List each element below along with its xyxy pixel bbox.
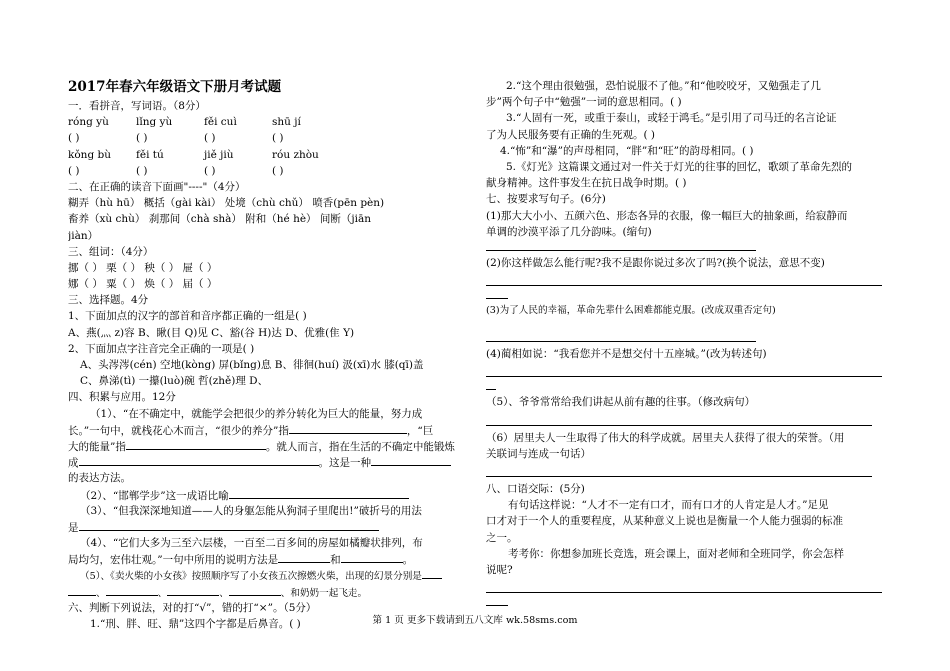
q8-prompt: 说呢? [486, 563, 513, 576]
q5-1-line [68, 438, 468, 454]
text: 。就人而言，指在生活的不确定中能锻炼 [265, 440, 455, 453]
q7-item-1: (1)那大大小小、五颜六色、形态各异的衣服，像一幅巨大的抽象画，给寂静而 [486, 209, 848, 222]
pinyin: shū jí [272, 116, 301, 129]
q5-2-line [68, 487, 468, 503]
text: （2）、“邯郸学步”这一成语比喻 [80, 489, 229, 502]
pinyin-row-1 [68, 114, 468, 130]
judge-item-4: 4.“怖”和“瀑”的声母相同，“胖”和“旺”的韵母相同。( ) [500, 144, 754, 157]
answer-paren: ( ) [136, 132, 148, 145]
left-column [68, 78, 468, 632]
answer-paren: ( ) [204, 132, 216, 145]
judge-item-3: 3.“人固有一死，或重于泰山，或轻于鸿毛。”是引用了司马迁的名言论证 [506, 112, 837, 125]
answer-blank[interactable] [106, 584, 158, 596]
q5-5-line [68, 567, 468, 583]
q8-text: 有句话这样说：“人才不一定有口才，而有口才的人肯定是人才。”足见 [508, 499, 829, 512]
q2-heading: 二、在正确的读音下面画"----"（4分） [68, 180, 246, 193]
answer-paren: ( ) [204, 164, 216, 177]
answer-blank[interactable] [422, 567, 442, 579]
answer-paren: ( ) [68, 164, 80, 177]
judge-item-5: 5.《灯光》这篇课文通过对一件关于灯光的往事的回忆，歌颂了革命先烈的 [506, 160, 853, 173]
q7-item-3: (3)为了人民的幸福，革命先辈什么困难都能克服。(改成双重否定句) [486, 305, 776, 317]
judge-item-5: 献身精神。这件事发生在抗日战争时期。( ) [486, 177, 687, 190]
q7-item-4: (4)蔺相如说：“我看您并不是想交付十五座城。”(改为转述句) [486, 348, 767, 361]
q5-4-line: （4）、“它们大多为三至六层楼，一百至二百多间的房屋如橘瓣状排列，布 [80, 537, 423, 550]
choice-question-2: 2、下面加点字注音完全正确的一项是( ) [68, 342, 255, 355]
answer-line[interactable] [486, 333, 756, 342]
choice-options-2c: C、鼻涕(tì) 一攥(luò)碗 哲(zhě)理 D、 [80, 375, 269, 388]
answer-blank[interactable] [79, 519, 379, 531]
text: 大的能量”指 [68, 440, 126, 453]
answer-paren: ( ) [136, 164, 148, 177]
answer-line[interactable] [486, 597, 508, 606]
answer-blank[interactable] [229, 487, 409, 499]
judge-item-1: 1.“刑、胖、旺、鼎”这四个字都是后鼻音。( ) [90, 618, 301, 630]
q7-item-6: （6）居里夫人一生取得了伟大的科学成就。居里夫人获得了很大的荣誉。（用 [486, 431, 845, 444]
choice-options-2a: A、头涔涔(cén) 空地(kòng) 屏(bǐng)息 B、徘徊(huí) 汲(xī)水 膝(qī)盖 [80, 359, 424, 371]
q8-text: 之一。 [486, 531, 518, 544]
answer-blank[interactable] [126, 438, 266, 450]
text: （5）、《卖火柴的小女孩》按照顺序写了小女孩五次擦燃火柴，出现的幻景分别是 [80, 571, 422, 583]
q2-line: 糊弄（hù hū） 概括（gài kài） 处境（chù chǔ） 喷香(pēn pèn) [68, 197, 385, 210]
q7-item-1: 单调的沙漠平添了几分韵味。(缩句) [486, 225, 652, 238]
q2-line: 畜养（xù chù） 刹那间（chà shà） 附和（hé hè） 间断（jiān [68, 213, 372, 226]
answer-blank[interactable] [289, 422, 407, 434]
q6-heading: 六、判断下列说法，对的打“√”，错的打“×”。（5分） [68, 601, 317, 614]
pinyin: lǐng yù [136, 116, 173, 129]
answer-paren: ( ) [68, 132, 80, 145]
q5-5-line: 、 、 、 、和奶奶一起飞走。 [68, 584, 468, 600]
judge-item-2: 2.“这个理由很勉强，恐怕说服不了他。”和“他咬咬牙，又勉强走了几 [506, 80, 821, 92]
answer-paren: ( ) [272, 132, 284, 145]
text: 。这是一种 [318, 457, 371, 470]
text: 。 [402, 554, 414, 567]
answer-line[interactable] [486, 468, 872, 477]
q1-heading: 一．看拼音，写词语。（8分） [68, 100, 206, 112]
choice-question-1: 1、下面加点的汉字的部首和音序都正确的一组是( ) [68, 310, 307, 323]
answer-line[interactable] [486, 381, 496, 390]
judge-item-2: 步”两个句子中“勉强”一词的意思相同。( ) [486, 96, 682, 109]
q8-text: 口才对于一个人的重要程度，从某种意义上说也是衡量一个人能力强弱的标准 [486, 515, 843, 528]
q5-4-line [68, 551, 468, 567]
text: 是 [68, 521, 79, 534]
answer-line[interactable] [486, 277, 882, 286]
answer-blank[interactable] [341, 551, 403, 563]
q7-heading: 七、按要求写句子。(6分) [486, 193, 606, 206]
answer-line[interactable] [486, 242, 756, 251]
answer-line[interactable] [486, 290, 508, 299]
q8-heading: 八、口语交际：(5分) [486, 483, 585, 495]
q5-1-line: 的表达方法。 [68, 472, 131, 485]
text: 长。”一句中，就栈花心木而言，“很少的养分”指 [68, 424, 289, 437]
answer-paren-row-1 [68, 130, 468, 146]
answer-paren: ( ) [272, 164, 284, 177]
text: ，“巨 [406, 424, 434, 437]
answer-blank[interactable] [79, 454, 319, 466]
answer-blank[interactable] [229, 584, 281, 596]
text: 局均匀，宏伟壮观。”一句中所用的说明方法是 [68, 554, 279, 567]
answer-blank[interactable] [167, 584, 219, 596]
q5-3-line [68, 519, 468, 535]
q7-item-2: (2)你这样做怎么能行呢?我不是跟你说过多次了吗?(换个说法，意思不变) [486, 256, 825, 269]
pinyin: róu zhòu [272, 148, 319, 161]
answer-blank[interactable] [68, 584, 96, 596]
answer-line[interactable] [486, 368, 882, 377]
judge-item-3: 了为人民服务要有正确的生死观。( ) [486, 128, 656, 141]
answer-blank[interactable] [278, 551, 330, 563]
pinyin: róng yù [68, 116, 109, 129]
q5-heading: 四、积累与应用。12分 [68, 391, 176, 404]
q5-3-line: （3）、“但我深深地知道——人的身躯怎能从狗洞子里爬出!”破折号的用法 [80, 504, 422, 517]
page-title: 2017年春六年级语文下册月考试题 [68, 79, 282, 95]
q7-item-5: （5）、爷爷常常给我们讲起从前有趣的往事。（修改病句） [486, 396, 756, 409]
text: 、和奶奶一起飞走。 [280, 587, 368, 599]
pinyin: fěi cuì [204, 116, 237, 129]
answer-blank[interactable] [371, 454, 451, 466]
right-column [486, 78, 882, 610]
text: 和 [330, 554, 341, 567]
answer-line[interactable] [486, 584, 882, 593]
pinyin-row-2 [68, 147, 468, 163]
q5-1-line [68, 454, 468, 470]
pinyin: jiě jiù [204, 148, 234, 161]
text: 成 [68, 457, 79, 470]
page-footer: 第 1 页 更多下载请到五八文库 wk.58sms.com [372, 615, 578, 626]
answer-line[interactable] [486, 417, 872, 426]
q8-prompt: 考考你：你想参加班长竞选，班会课上，面对老师和全班同学，你会怎样 [508, 547, 844, 560]
choice-options-1: A、燕(灬 z)容 B、瞅(目 Q)见 C、豁(谷 H)达 D、优雅(隹 Y) [68, 326, 355, 339]
q5-1-line: （1）、“在不确定中，就能学会把很少的养分转化为巨大的能量，努力成 [90, 407, 423, 420]
q5-1-line [68, 422, 468, 438]
pinyin: fěi tú [136, 148, 164, 161]
pinyin: kǒng bù [68, 148, 111, 161]
q3-line: 娜（ ） 粟（ ） 焕（ ） 届（ ） [68, 278, 218, 291]
q3-heading: 三、组词：（4分） [68, 245, 154, 258]
q3-line: 挪（ ） 栗（ ） 秧（ ） 屉（ ） [68, 261, 218, 274]
q7-item-6: 关联词与连成一句话） [486, 447, 591, 460]
q2-line: jiàn） [68, 229, 99, 242]
answer-paren-row-2 [68, 163, 468, 179]
q4-heading: 三、选择题。4分 [68, 294, 149, 307]
